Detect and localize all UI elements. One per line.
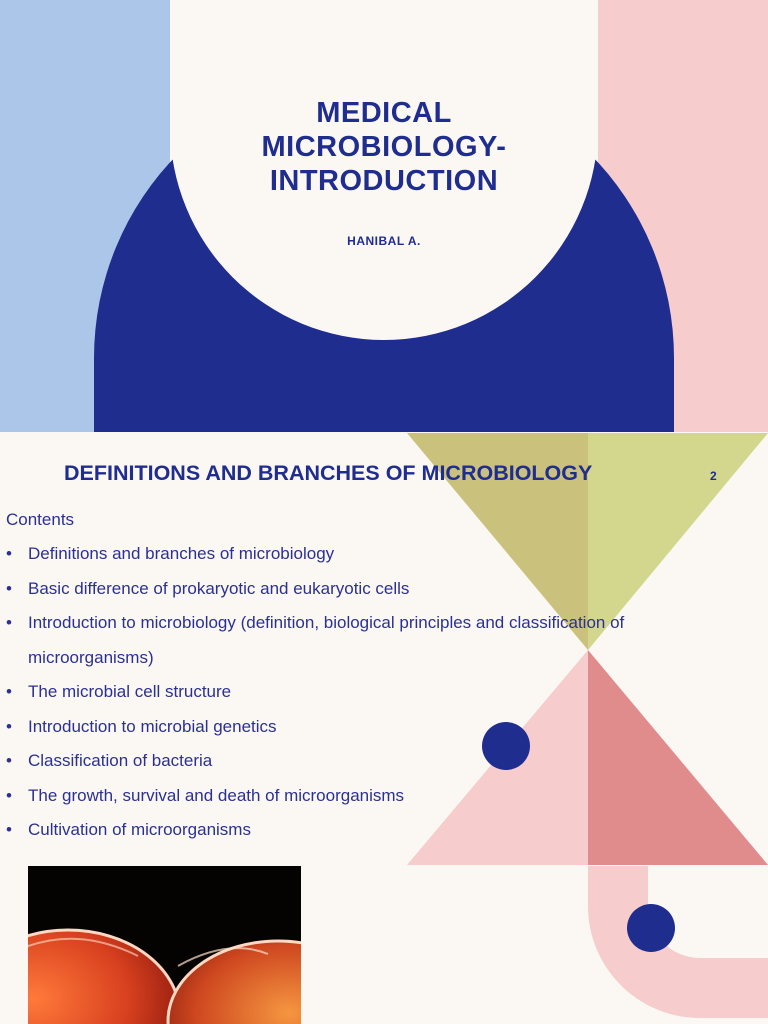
list-item-text: Definitions and branches of microbiology bbox=[28, 544, 335, 563]
list-item-text: Classification of bacteria bbox=[28, 751, 213, 770]
bullet-icon: • bbox=[6, 751, 12, 770]
list-item-text: Introduction to microbiology (definition, biological principles and classification of microorganisms) bbox=[28, 613, 625, 667]
title-line-2: MICROBIOLOGY- bbox=[261, 131, 507, 163]
list-item bbox=[6, 710, 726, 745]
list-item bbox=[6, 675, 726, 710]
contents-slide bbox=[0, 433, 768, 865]
page-number: 2 bbox=[710, 469, 717, 483]
contents-list bbox=[6, 537, 726, 848]
slide3-decoration bbox=[0, 866, 768, 1024]
list-item bbox=[6, 744, 726, 779]
bullet-icon: • bbox=[6, 716, 12, 736]
list-item bbox=[6, 779, 726, 814]
list-item-text: Basic difference of prokaryotic and eukaryotic cells bbox=[28, 578, 410, 598]
petri-dish-slide bbox=[0, 866, 768, 1024]
author-name: HANIBAL A. bbox=[347, 234, 421, 248]
title-slide bbox=[0, 0, 768, 432]
list-item bbox=[6, 537, 726, 572]
contents-label: Contents bbox=[6, 510, 75, 529]
list-item-text: The microbial cell structure bbox=[28, 682, 232, 701]
list-item bbox=[6, 606, 726, 675]
pink-curve-shape bbox=[588, 866, 768, 1018]
bullet-icon: • bbox=[6, 820, 12, 839]
bullet-icon: • bbox=[6, 613, 12, 632]
navy-dot bbox=[627, 904, 675, 952]
contents-heading: DEFINITIONS AND BRANCHES OF MICROBIOLOGY bbox=[64, 461, 593, 485]
bullet-icon: • bbox=[6, 785, 12, 805]
title-line-1: MEDICAL bbox=[316, 97, 452, 129]
bullet-icon: • bbox=[6, 682, 12, 701]
title-line-3: INTRODUCTION bbox=[269, 165, 499, 197]
list-item bbox=[6, 813, 726, 848]
list-item-text: Cultivation of microorganisms bbox=[28, 820, 251, 839]
bullet-icon: • bbox=[6, 578, 12, 598]
bullet-icon: • bbox=[6, 544, 12, 563]
list-item-text: Introduction to microbial genetics bbox=[28, 716, 277, 736]
slide-title bbox=[170, 96, 598, 198]
list-item bbox=[6, 572, 726, 607]
list-item-text: The growth, survival and death of microorganisms bbox=[28, 785, 405, 805]
